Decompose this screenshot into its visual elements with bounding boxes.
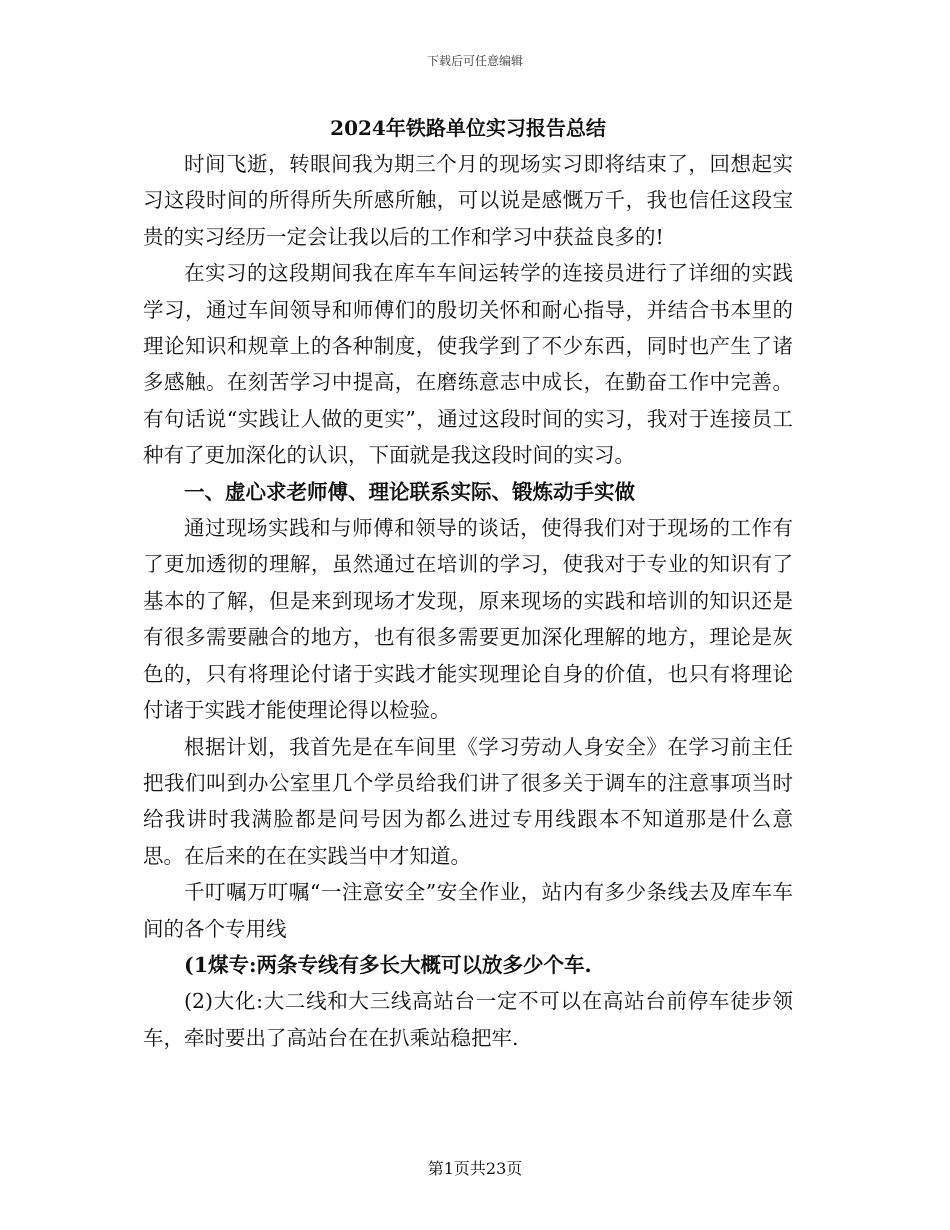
paragraph-safety: 千叮嘱万叮嘱“一注意安全”安全作业，站内有多少条线去及库车车间的各个专用线 (143, 880, 793, 941)
document-body (143, 110, 793, 1056)
document-title: 2024年铁路单位实习报告总结 (330, 116, 606, 140)
list-item-dahua-line: (2)大化:大二线和大三线高站台一定不可以在高站台前停车徒步领车，牵时要出了高站台在在扒乘站稳把牢. (143, 989, 793, 1050)
page-header: 下载后可任意编辑 (426, 54, 523, 68)
section-heading-1: 一、虚心求老师傅、理论联系实际、锻炼动手实做 (184, 479, 635, 504)
page-footer: 第1页共23页 (427, 1159, 523, 1178)
paragraph-plan: 根据计划，我首先是在车间里《学习劳动人身安全》在学习前主任把我们叫到办公室里几个学员给我们讲了很多关于调车的注意事项当时给我讲时我满脸都是问号因为都么进过专用线跟本不知道那是什么意思。在后来的在在实践当中才知道。 (143, 734, 793, 868)
paragraph-practice: 通过现场实践和与师傅和领导的谈话，使得我们对于现场的工作有了更加透彻的理解，虽然通过在培训的学习，使我对于专业的知识有了基本的了解，但是来到现场才发现，原来现场的实践和培训的知识还是有很多需要融合的地方，也有很多需要更加深化理解的地方，理论是灰色的，只有将理论付诸于实践才能实现理论自身的价值，也只有将理论付诸于实践才能使理论得以检验。 (143, 516, 793, 723)
list-item-coal-line: (1煤专:两条专线有多长大概可以放多少个车. (184, 952, 592, 977)
paragraph-intro: 时间飞逝，转眼间我为期三个月的现场实习即将结束了，回想起实习这段时间的所得所失所感所触，可以说是感慨万千，我也信任这段宝贵的实习经历一定会让我以后的工作和学习中获益良多的! (143, 152, 793, 249)
paragraph-internship-period: 在实习的这段期间我在库车车间运转学的连接员进行了详细的实践学习，通过车间领导和师傅们的殷切关怀和耐心指导，并结合书本里的理论知识和规章上的各种制度，使我学到了不少东西，同时也产生了诸多感触。在刻苦学习中提高，在磨练意志中成长，在勤奋工作中完善。有句话说“实践让人做的更实”，通过这段时间的实习，我对于连接员工种有了更加深化的认识，下面就是我这段时间的实习。 (143, 261, 793, 468)
